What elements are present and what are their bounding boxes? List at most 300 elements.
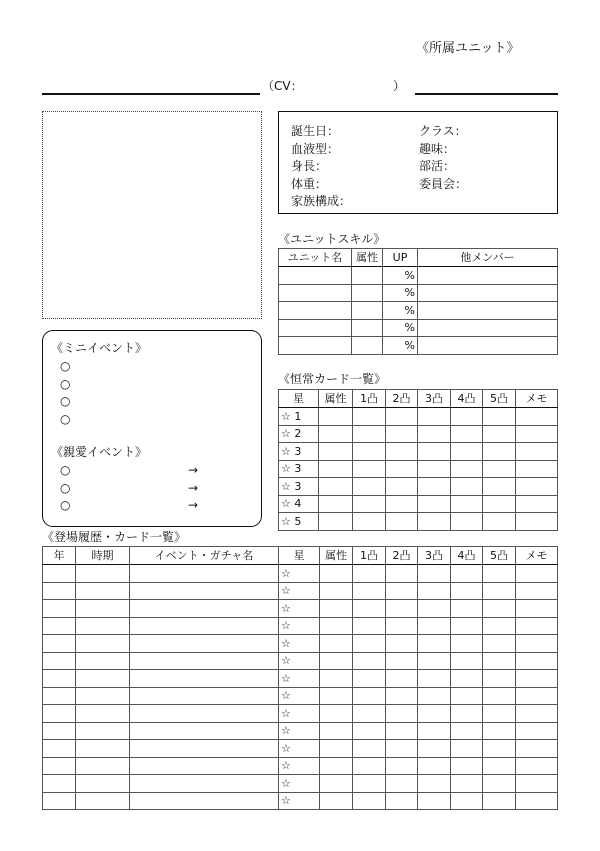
name-underline [42, 93, 260, 95]
history-limit-break-1-cell[interactable] [353, 600, 386, 618]
regular-limit-break-2-cell[interactable] [386, 460, 418, 478]
history-limit-break-3-cell[interactable] [418, 670, 451, 688]
history-limit-break-3-cell[interactable] [418, 757, 451, 775]
regular-header-limit-break-4: 4凸 [451, 390, 483, 408]
regular-limit-break-4-cell[interactable] [451, 443, 483, 461]
unit-skill-header-members: 他メンバー [418, 249, 558, 267]
profile-field-label: 家族構成： [291, 194, 352, 208]
history-limit-break-1-cell[interactable] [353, 687, 386, 705]
history-header-attribute: 属性 [320, 547, 353, 565]
regular-limit-break-4-cell[interactable] [451, 408, 483, 426]
history-period-cell[interactable] [76, 582, 130, 600]
mini-event-item: ○ [60, 411, 71, 426]
attribute-cell[interactable] [352, 337, 383, 355]
history-period-cell[interactable] [76, 652, 130, 670]
history-limit-break-5-cell[interactable] [483, 722, 516, 740]
history-event-gacha-name-cell[interactable] [130, 792, 279, 810]
regular-limit-break-5-cell[interactable] [483, 443, 516, 461]
history-limit-break-4-cell[interactable] [451, 617, 483, 635]
profile-left-column [291, 122, 351, 210]
history-limit-break-4-cell[interactable] [451, 792, 483, 810]
regular-limit-break-2-cell[interactable] [386, 408, 418, 426]
history-row [43, 687, 558, 705]
history-memo-cell[interactable] [516, 740, 558, 758]
history-limit-break-4-cell[interactable] [451, 582, 483, 600]
history-limit-break-5-cell[interactable] [483, 670, 516, 688]
arrow-icon: → [188, 498, 199, 512]
history-star-cell[interactable]: ☆ [279, 582, 320, 600]
cv-open-label: （CV： [262, 79, 303, 93]
arrow-icon: → [188, 480, 199, 495]
affection-event-list [60, 463, 240, 516]
regular-header-attribute: 属性 [319, 390, 353, 408]
history-attribute-cell[interactable] [320, 617, 353, 635]
unit-skill-row [279, 302, 558, 320]
history-limit-break-2-cell[interactable] [386, 617, 418, 635]
regular-limit-break-1-cell[interactable] [353, 443, 386, 461]
history-limit-break-4-cell[interactable] [451, 722, 483, 740]
affection-event-title: 《親愛イベント》 [51, 445, 148, 459]
history-limit-break-2-cell[interactable] [386, 775, 418, 793]
history-attribute-cell[interactable] [320, 635, 353, 653]
regular-limit-break-2-cell[interactable] [386, 443, 418, 461]
history-limit-break-2-cell[interactable] [386, 792, 418, 810]
history-limit-break-5-cell[interactable] [483, 565, 516, 583]
events-box [42, 330, 262, 527]
history-header-limit-break-4: 4凸 [451, 547, 483, 565]
history-year-cell[interactable] [43, 652, 76, 670]
history-header-limit-break-3: 3凸 [418, 547, 451, 565]
history-year-cell[interactable] [43, 757, 76, 775]
history-limit-break-1-cell[interactable] [353, 582, 386, 600]
history-limit-break-1-cell[interactable] [353, 740, 386, 758]
regular-limit-break-4-cell[interactable] [451, 495, 483, 513]
regular-limit-break-3-cell[interactable] [418, 408, 451, 426]
history-limit-break-2-cell[interactable] [386, 740, 418, 758]
affection-event-item [60, 463, 240, 481]
regular-limit-break-1-cell[interactable] [353, 460, 386, 478]
regular-memo-cell[interactable] [516, 408, 558, 426]
history-memo-cell[interactable] [516, 722, 558, 740]
history-limit-break-3-cell[interactable] [418, 775, 451, 793]
regular-limit-break-1-cell[interactable] [353, 513, 386, 531]
history-limit-break-4-cell[interactable] [451, 670, 483, 688]
regular-card-row [279, 478, 558, 496]
history-star-cell[interactable]: ☆ [279, 670, 320, 688]
history-period-cell[interactable] [76, 757, 130, 775]
history-year-cell[interactable] [43, 600, 76, 618]
regular-limit-break-4-cell[interactable] [451, 425, 483, 443]
other-members-cell[interactable] [418, 302, 558, 320]
history-star-cell[interactable]: ☆ [279, 687, 320, 705]
history-attribute-cell[interactable] [320, 757, 353, 775]
history-period-cell[interactable] [76, 687, 130, 705]
history-row [43, 722, 558, 740]
regular-cards-title: 《恒常カード一覧》 [278, 372, 387, 386]
history-header-event-gacha-name: イベント・ガチャ名 [130, 547, 279, 565]
history-limit-break-4-cell[interactable] [451, 740, 483, 758]
profile-field-label: 趣味： [419, 141, 456, 156]
attribute-cell[interactable] [352, 284, 383, 302]
regular-limit-break-4-cell[interactable] [451, 460, 483, 478]
regular-limit-break-4-cell[interactable] [451, 513, 483, 531]
regular-limit-break-5-cell[interactable] [483, 425, 516, 443]
history-memo-cell[interactable] [516, 582, 558, 600]
regular-limit-break-3-cell[interactable] [418, 478, 451, 496]
regular-attribute-cell[interactable] [319, 478, 353, 496]
history-row [43, 565, 558, 583]
history-star-cell[interactable]: ☆ [279, 600, 320, 618]
history-row [43, 652, 558, 670]
history-limit-break-1-cell[interactable] [353, 617, 386, 635]
history-event-gacha-name-cell[interactable] [130, 652, 279, 670]
history-period-cell[interactable] [76, 740, 130, 758]
history-limit-break-5-cell[interactable] [483, 775, 516, 793]
history-memo-cell[interactable] [516, 565, 558, 583]
history-memo-cell[interactable] [516, 617, 558, 635]
history-limit-break-4-cell[interactable] [451, 705, 483, 723]
history-period-cell[interactable] [76, 635, 130, 653]
history-attribute-cell[interactable] [320, 582, 353, 600]
regular-limit-break-2-cell[interactable] [386, 495, 418, 513]
history-row [43, 740, 558, 758]
star-rank-cell: ☆ 3 [279, 443, 319, 461]
regular-attribute-cell[interactable] [319, 443, 353, 461]
history-header-period: 時期 [76, 547, 130, 565]
affection-event-item [60, 481, 240, 499]
history-limit-break-5-cell[interactable] [483, 740, 516, 758]
unit-name-cell[interactable] [279, 267, 352, 285]
regular-attribute-cell[interactable] [319, 425, 353, 443]
regular-memo-cell[interactable] [516, 443, 558, 461]
history-year-cell[interactable] [43, 582, 76, 600]
history-limit-break-2-cell[interactable] [386, 687, 418, 705]
history-header-limit-break-1: 1凸 [353, 547, 386, 565]
history-year-cell[interactable] [43, 687, 76, 705]
history-limit-break-4-cell[interactable] [451, 565, 483, 583]
history-limit-break-4-cell[interactable] [451, 635, 483, 653]
history-limit-break-3-cell[interactable] [418, 565, 451, 583]
history-memo-cell[interactable] [516, 635, 558, 653]
history-limit-break-4-cell[interactable] [451, 687, 483, 705]
up-percent-cell[interactable]: % [383, 284, 418, 302]
history-limit-break-4-cell[interactable] [451, 600, 483, 618]
regular-limit-break-5-cell[interactable] [483, 460, 516, 478]
history-limit-break-4-cell[interactable] [451, 652, 483, 670]
profile-field-label: 委員会： [419, 176, 468, 191]
regular-limit-break-2-cell[interactable] [386, 513, 418, 531]
unit-name-cell[interactable] [279, 284, 352, 302]
history-limit-break-5-cell[interactable] [483, 582, 516, 600]
history-limit-break-3-cell[interactable] [418, 705, 451, 723]
history-limit-break-3-cell[interactable] [418, 792, 451, 810]
history-year-cell[interactable] [43, 792, 76, 810]
history-period-cell[interactable] [76, 670, 130, 688]
history-year-cell[interactable] [43, 670, 76, 688]
history-event-gacha-name-cell[interactable] [130, 687, 279, 705]
regular-limit-break-5-cell[interactable] [483, 513, 516, 531]
profile-field-label: クラス： [419, 124, 467, 138]
history-star-cell[interactable]: ☆ [279, 740, 320, 758]
regular-card-row [279, 443, 558, 461]
history-limit-break-2-cell[interactable] [386, 705, 418, 723]
history-memo-cell[interactable] [516, 687, 558, 705]
history-event-gacha-name-cell[interactable] [130, 757, 279, 775]
history-attribute-cell[interactable] [320, 687, 353, 705]
regular-limit-break-3-cell[interactable] [418, 425, 451, 443]
history-limit-break-1-cell[interactable] [353, 635, 386, 653]
history-limit-break-1-cell[interactable] [353, 705, 386, 723]
arrow-icon: → [188, 463, 199, 477]
history-star-cell[interactable]: ☆ [279, 792, 320, 810]
history-header-limit-break-2: 2凸 [386, 547, 418, 565]
history-limit-break-5-cell[interactable] [483, 635, 516, 653]
history-limit-break-5-cell[interactable] [483, 757, 516, 775]
history-limit-break-3-cell[interactable] [418, 635, 451, 653]
regular-header-memo: メモ [516, 390, 558, 408]
history-event-gacha-name-cell[interactable] [130, 582, 279, 600]
regular-limit-break-3-cell[interactable] [418, 495, 451, 513]
regular-card-row [279, 425, 558, 443]
history-limit-break-1-cell[interactable] [353, 565, 386, 583]
history-limit-break-5-cell[interactable] [483, 600, 516, 618]
history-period-cell[interactable] [76, 792, 130, 810]
attribute-cell[interactable] [352, 267, 383, 285]
history-event-gacha-name-cell[interactable] [130, 635, 279, 653]
history-limit-break-3-cell[interactable] [418, 687, 451, 705]
history-period-cell[interactable] [76, 775, 130, 793]
history-period-cell[interactable] [76, 565, 130, 583]
history-header-memo: メモ [516, 547, 558, 565]
affection-event-bullet: ○ [60, 480, 71, 495]
history-row [43, 775, 558, 793]
history-star-cell[interactable]: ☆ [279, 565, 320, 583]
history-attribute-cell[interactable] [320, 565, 353, 583]
up-percent-cell[interactable]: % [383, 319, 418, 337]
history-period-cell[interactable] [76, 722, 130, 740]
unit-skill-header-name: ユニット名 [279, 249, 352, 267]
regular-limit-break-1-cell[interactable] [353, 425, 386, 443]
history-year-cell[interactable] [43, 740, 76, 758]
history-star-cell[interactable]: ☆ [279, 635, 320, 653]
history-memo-cell[interactable] [516, 600, 558, 618]
regular-card-row [279, 460, 558, 478]
unit-skill-title: 《ユニットスキル》 [278, 232, 386, 246]
history-year-cell[interactable] [43, 617, 76, 635]
history-year-cell[interactable] [43, 635, 76, 653]
mini-event-list [60, 359, 70, 429]
regular-limit-break-5-cell[interactable] [483, 478, 516, 496]
history-limit-break-3-cell[interactable] [418, 652, 451, 670]
history-memo-cell[interactable] [516, 792, 558, 810]
history-limit-break-5-cell[interactable] [483, 705, 516, 723]
history-event-gacha-name-cell[interactable] [130, 670, 279, 688]
history-header-year: 年 [43, 547, 76, 565]
history-year-cell[interactable] [43, 722, 76, 740]
profile-box [278, 111, 558, 214]
history-year-cell[interactable] [43, 775, 76, 793]
history-year-cell[interactable] [43, 565, 76, 583]
attribute-cell[interactable] [352, 302, 383, 320]
history-row [43, 670, 558, 688]
history-event-gacha-name-cell[interactable] [130, 740, 279, 758]
history-star-cell[interactable]: ☆ [279, 705, 320, 723]
history-attribute-cell[interactable] [320, 792, 353, 810]
regular-header-limit-break-2: 2凸 [386, 390, 418, 408]
history-year-cell[interactable] [43, 705, 76, 723]
unit-name-cell[interactable] [279, 337, 352, 355]
history-row [43, 705, 558, 723]
history-limit-break-2-cell[interactable] [386, 652, 418, 670]
regular-memo-cell[interactable] [516, 425, 558, 443]
history-event-gacha-name-cell[interactable] [130, 705, 279, 723]
history-event-gacha-name-cell[interactable] [130, 600, 279, 618]
regular-memo-cell[interactable] [516, 478, 558, 496]
history-limit-break-2-cell[interactable] [386, 565, 418, 583]
history-event-gacha-name-cell[interactable] [130, 617, 279, 635]
regular-limit-break-1-cell[interactable] [353, 478, 386, 496]
unit-name-cell[interactable] [279, 302, 352, 320]
regular-memo-cell[interactable] [516, 460, 558, 478]
history-limit-break-1-cell[interactable] [353, 775, 386, 793]
regular-cards-table [278, 389, 558, 531]
regular-limit-break-1-cell[interactable] [353, 495, 386, 513]
regular-card-row [279, 513, 558, 531]
profile-field-label: 体重： [291, 176, 328, 191]
history-star-cell[interactable]: ☆ [279, 617, 320, 635]
regular-attribute-cell[interactable] [319, 460, 353, 478]
regular-limit-break-3-cell[interactable] [418, 460, 451, 478]
regular-card-row [279, 495, 558, 513]
regular-limit-break-2-cell[interactable] [386, 425, 418, 443]
regular-limit-break-5-cell[interactable] [483, 408, 516, 426]
history-limit-break-5-cell[interactable] [483, 792, 516, 810]
history-limit-break-2-cell[interactable] [386, 722, 418, 740]
history-memo-cell[interactable] [516, 775, 558, 793]
history-attribute-cell[interactable] [320, 670, 353, 688]
history-star-cell[interactable]: ☆ [279, 757, 320, 775]
history-header-star: 星 [279, 547, 320, 565]
history-memo-cell[interactable] [516, 705, 558, 723]
history-limit-break-2-cell[interactable] [386, 582, 418, 600]
history-limit-break-1-cell[interactable] [353, 652, 386, 670]
history-limit-break-3-cell[interactable] [418, 600, 451, 618]
history-period-cell[interactable] [76, 705, 130, 723]
affection-event-item [60, 498, 240, 516]
history-limit-break-2-cell[interactable] [386, 600, 418, 618]
history-row [43, 757, 558, 775]
history-attribute-cell[interactable] [320, 652, 353, 670]
history-attribute-cell[interactable] [320, 775, 353, 793]
unit-skill-row [279, 284, 558, 302]
history-limit-break-5-cell[interactable] [483, 617, 516, 635]
history-memo-cell[interactable] [516, 757, 558, 775]
unit-skill-row [279, 267, 558, 285]
regular-limit-break-3-cell[interactable] [418, 443, 451, 461]
history-limit-break-1-cell[interactable] [353, 670, 386, 688]
unit-underline [415, 93, 558, 95]
regular-limit-break-4-cell[interactable] [451, 478, 483, 496]
unit-skill-row [279, 337, 558, 355]
regular-limit-break-3-cell[interactable] [418, 513, 451, 531]
history-attribute-cell[interactable] [320, 600, 353, 618]
star-rank-cell: ☆ 2 [279, 425, 319, 443]
history-limit-break-3-cell[interactable] [418, 740, 451, 758]
history-row [43, 635, 558, 653]
regular-attribute-cell[interactable] [319, 408, 353, 426]
history-row [43, 600, 558, 618]
regular-header-limit-break-1: 1凸 [353, 390, 386, 408]
history-star-cell[interactable]: ☆ [279, 775, 320, 793]
profile-field-label: 身長： [291, 159, 328, 173]
history-event-gacha-name-cell[interactable] [130, 722, 279, 740]
history-limit-break-3-cell[interactable] [418, 582, 451, 600]
history-event-gacha-name-cell[interactable] [130, 565, 279, 583]
history-limit-break-5-cell[interactable] [483, 687, 516, 705]
regular-attribute-cell[interactable] [319, 513, 353, 531]
history-attribute-cell[interactable] [320, 705, 353, 723]
history-limit-break-1-cell[interactable] [353, 757, 386, 775]
history-attribute-cell[interactable] [320, 722, 353, 740]
profile-field-label: 血液型： [291, 141, 340, 156]
regular-limit-break-2-cell[interactable] [386, 478, 418, 496]
history-star-cell[interactable]: ☆ [279, 652, 320, 670]
history-memo-cell[interactable] [516, 670, 558, 688]
other-members-cell[interactable] [418, 337, 558, 355]
unit-name-cell[interactable] [279, 319, 352, 337]
regular-attribute-cell[interactable] [319, 495, 353, 513]
cv-close-label: ） [393, 79, 406, 93]
history-limit-break-2-cell[interactable] [386, 757, 418, 775]
history-row [43, 617, 558, 635]
attribute-cell[interactable] [352, 319, 383, 337]
unit-skill-header-attribute: 属性 [352, 249, 383, 267]
history-limit-break-4-cell[interactable] [451, 775, 483, 793]
other-members-cell[interactable] [418, 284, 558, 302]
regular-header-limit-break-3: 3凸 [418, 390, 451, 408]
history-header-limit-break-5: 5凸 [483, 547, 516, 565]
history-limit-break-5-cell[interactable] [483, 652, 516, 670]
other-members-cell[interactable] [418, 267, 558, 285]
regular-memo-cell[interactable] [516, 495, 558, 513]
history-period-cell[interactable] [76, 617, 130, 635]
regular-memo-cell[interactable] [516, 513, 558, 531]
regular-limit-break-5-cell[interactable] [483, 495, 516, 513]
up-percent-cell[interactable]: % [383, 302, 418, 320]
other-members-cell[interactable] [418, 319, 558, 337]
up-percent-cell[interactable]: % [383, 267, 418, 285]
history-limit-break-2-cell[interactable] [386, 670, 418, 688]
unit-skill-table [278, 248, 558, 355]
regular-header-limit-break-5: 5凸 [483, 390, 516, 408]
history-limit-break-1-cell[interactable] [353, 792, 386, 810]
regular-limit-break-1-cell[interactable] [353, 408, 386, 426]
regular-header-star: 星 [279, 390, 319, 408]
history-limit-break-1-cell[interactable] [353, 722, 386, 740]
star-rank-cell: ☆ 4 [279, 495, 319, 513]
star-rank-cell: ☆ 3 [279, 478, 319, 496]
history-memo-cell[interactable] [516, 652, 558, 670]
history-limit-break-3-cell[interactable] [418, 617, 451, 635]
up-percent-cell[interactable]: % [383, 337, 418, 355]
history-period-cell[interactable] [76, 600, 130, 618]
history-event-gacha-name-cell[interactable] [130, 775, 279, 793]
history-limit-break-2-cell[interactable] [386, 635, 418, 653]
history-limit-break-3-cell[interactable] [418, 722, 451, 740]
history-star-cell[interactable]: ☆ [279, 722, 320, 740]
history-limit-break-4-cell[interactable] [451, 757, 483, 775]
history-attribute-cell[interactable] [320, 740, 353, 758]
